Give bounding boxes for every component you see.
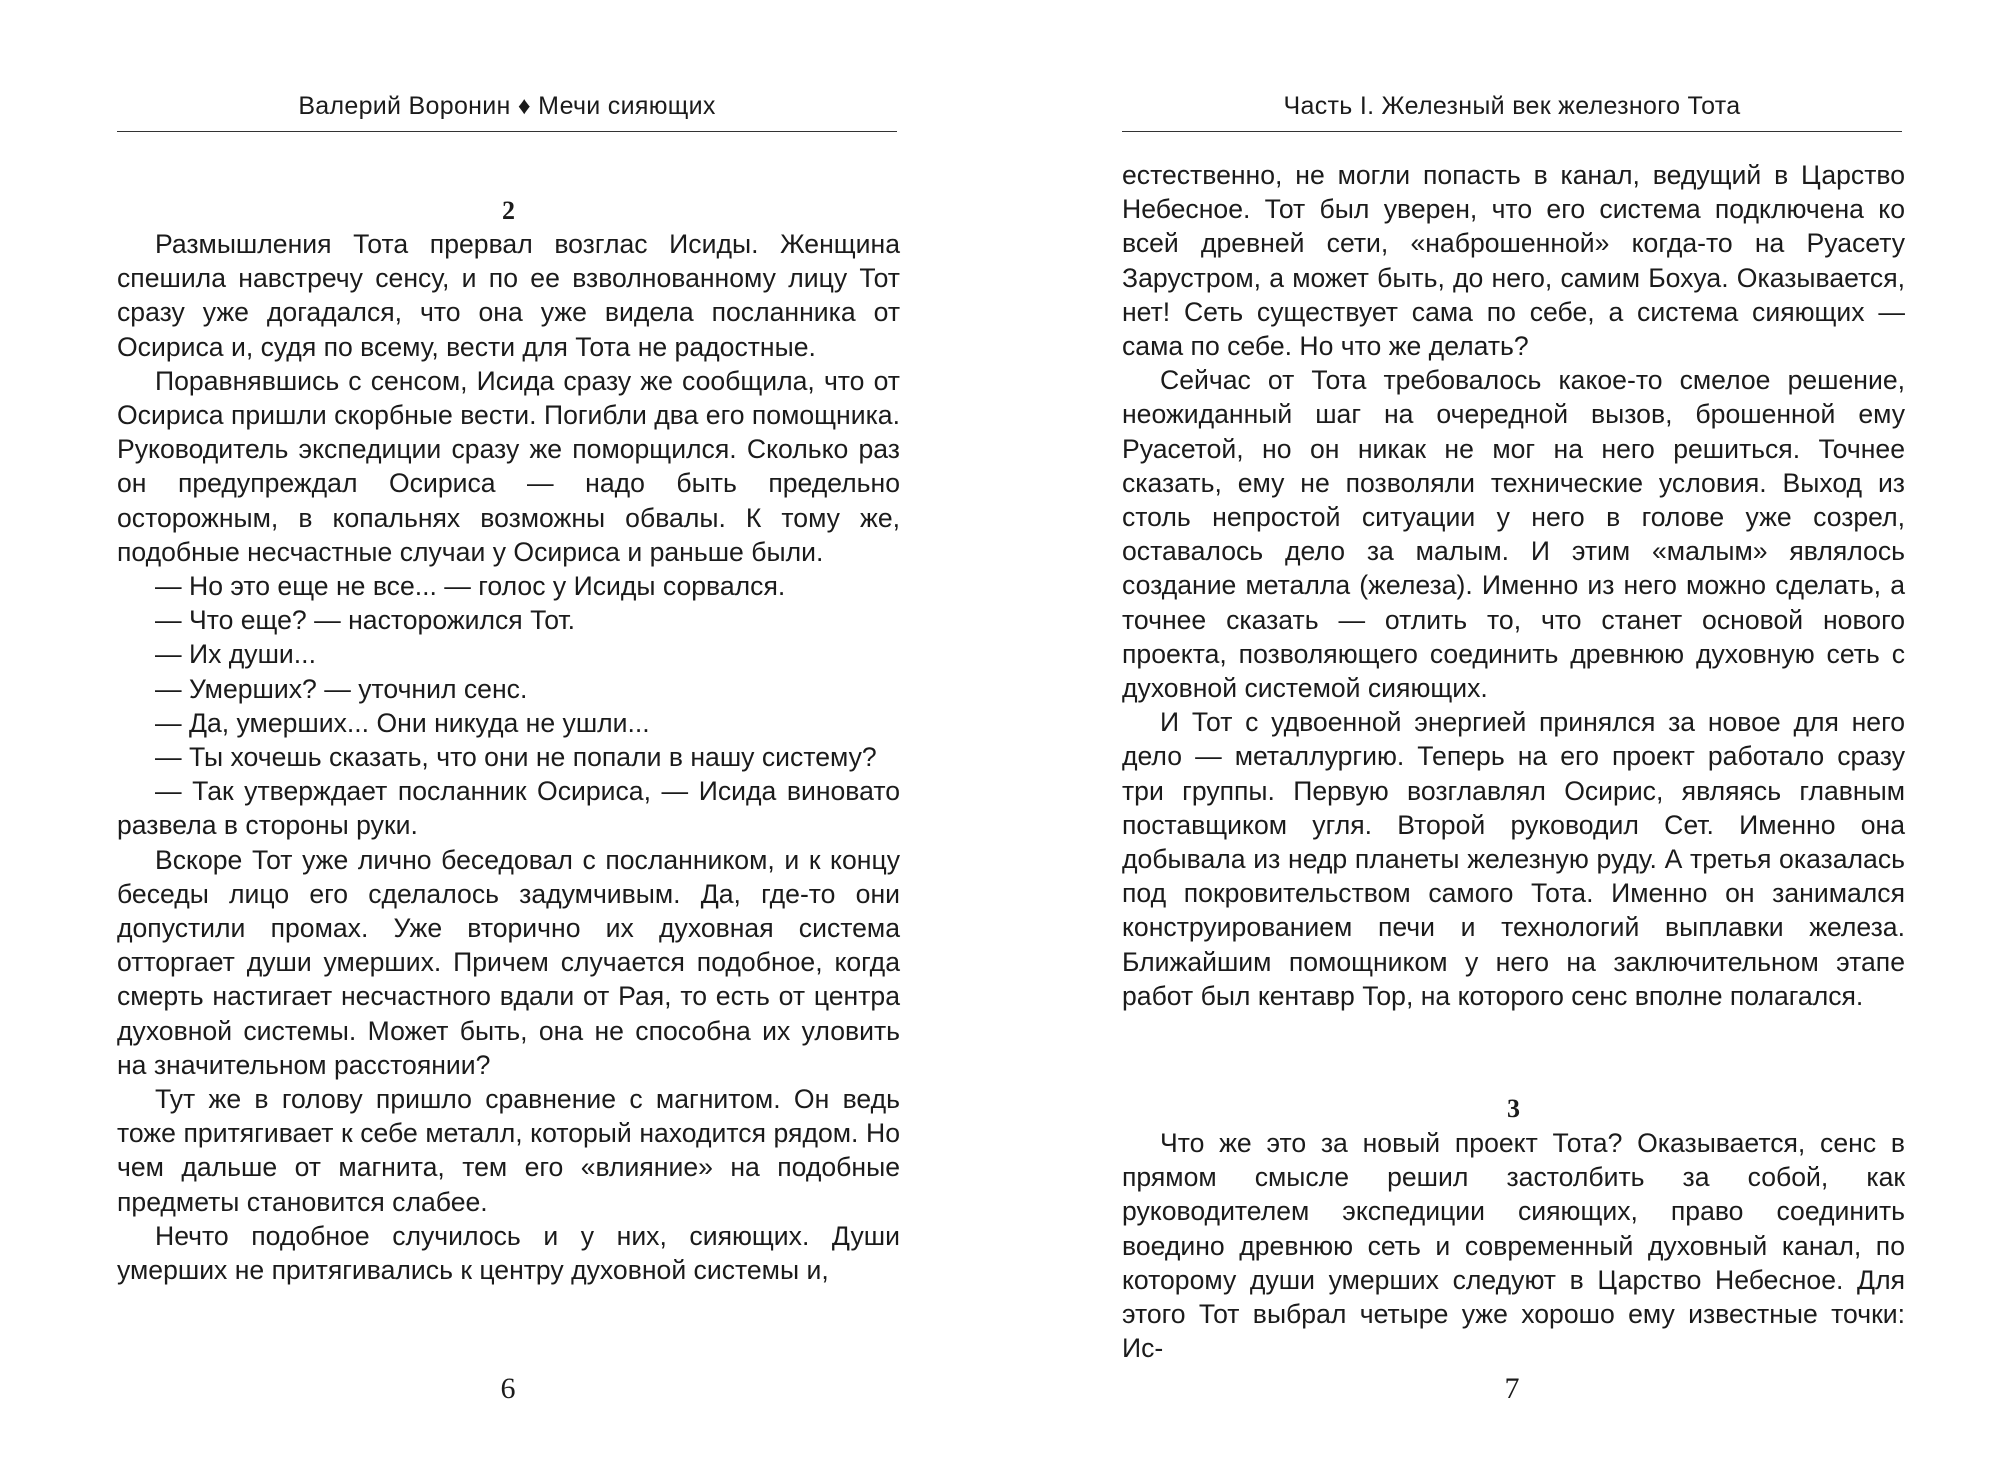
paragraph: Поравнявшись с сенсом, Исида сразу же сообщила, что от Осириса пришли скорбные вести. Погибли два его помощника. Руководитель экспедиции сразу же поморщился. Сколько раз он предупреждал Осириса — надо быть предельно осторожным, в копальнях возможны обвалы. К тому же, подобные несчастные случаи у Осириса и раньше были. xyxy=(117,365,900,567)
body-text-chapter-3 xyxy=(1122,1126,1905,1365)
header-rule xyxy=(117,131,897,132)
dialogue-line: — Умерших? — уточнил сенс. xyxy=(155,673,528,704)
paragraph: Что же это за новый проект Тота? Оказывается, сенс в прямом смысле решил застолбить за собой, как руководителем экспедиции сияющих, право соединить воедино древнюю сеть и современный духовный канал, по которому души умерших следуют в Царство Небесное. Для этого Тот выбрал четыре уже хорошо ему известные точки: Ис- xyxy=(1122,1128,1905,1364)
chapter-heading-wrap xyxy=(1122,1092,1905,1126)
right-page xyxy=(1000,0,2000,1469)
chapter-number: 3 xyxy=(1507,1094,1520,1123)
running-head-part-title: Часть I. Железный век железного Тота xyxy=(1283,92,1741,120)
dialogue-line: — Да, умерших... Они никуда не ушли... xyxy=(155,707,650,738)
chapter-number: 2 xyxy=(502,196,515,225)
running-head-author-title: Валерий Воронин ♦ Мечи сияющих xyxy=(298,92,716,120)
body-text xyxy=(1122,158,1905,1013)
page-number: 6 xyxy=(500,1372,516,1405)
dialogue-line: — Их души... xyxy=(155,639,316,670)
page-number: 7 xyxy=(1504,1372,1520,1405)
paragraph: Нечто подобное случилось и у них, сияющих. Души умерших не притягивались к центру духовной системы и, xyxy=(117,1220,900,1286)
dialogue-line: — Но это еще не все... — голос у Исиды сорвался. xyxy=(155,571,786,602)
dialogue-line: — Так утверждает посланник Осириса, — Исида виновато развела в стороны руки. xyxy=(117,776,900,841)
dialogue-line: — Что еще? — насторожился Тот. xyxy=(155,605,576,636)
body-text xyxy=(117,227,900,1287)
paragraph: Сейчас от Тота требовалось какое-то смелое решение, неожиданный шаг на очередной вызов, брошенной ему Руасетой, но он никак не мог на него решиться. Точнее сказать, ему не позволяли технические условия. Выход из столь непростой ситуации у него в голове уже созрел, оставалось дело за малым. И этим «малым» являлось создание металла (железа). Именно из него можно сделать, а точнее сказать — отлить то, что станет основой нового проекта, позволяющего соединить древнюю духовную сеть с духовной системой сияющих. xyxy=(1122,365,1905,704)
paragraph: Размышления Тота прервал возглас Исиды. Женщина спешила навстречу сенсу, и по ее взволнованному лицу Тот сразу уже догадался, что она уже видела посланника от Осириса и, судя по всему, вести для Тота не радостные. xyxy=(117,229,900,362)
paragraph: И Тот с удвоенной энергией принялся за новое для него дело — металлургию. Теперь на его проект работало сразу три группы. Первую возглавлял Осирис, являясь главным поставщиком угля. Второй руководил Сет. Именно она добывала из недр планеты железную руду. А третья оказалась под покровительством самого Тота. Именно он занимался конструированием печи и технологий выплавки железа. Ближайшим помощником у него на заключительном этапе работ был кентавр Тор, на которого сенс вполне полагался. xyxy=(1122,707,1905,1011)
paragraph: Вскоре Тот уже лично беседовал с посланником, и к концу беседы лицо его сделалось задумчивым. Да, где-то они допустили промах. Уже вторично их духовная система отторгает души умерших. Причем случается подобное, когда смерть настигает несчастного вдали от Рая, то есть от центра духовной системы. Может быть, она не способна их уловить на значительном расстоянии? xyxy=(117,844,900,1080)
dialogue-line: — Ты хочешь сказать, что они не попали в нашу систему? xyxy=(155,742,877,773)
chapter-heading-wrap xyxy=(117,194,900,228)
header-rule xyxy=(1122,131,1902,132)
paragraph: Тут же в голову пришло сравнение с магнитом. Он ведь тоже притягивает к себе металл, который находится рядом. Но чем дальше от магнита, тем его «влияние» на подобные предметы становится слабее. xyxy=(117,1084,900,1217)
paragraph-continued: естественно, не могли попасть в канал, ведущий в Царство Небесное. Тот был уверен, что его система подключена ко всей древней сети, «наброшенной» когда-то на Руасету Зарустром, а может быть, до него, самим Бохуа. Оказывается, нет! Сеть существует сама по себе, а система сияющих — сама по себе. Но что же делать? xyxy=(1122,160,1905,362)
